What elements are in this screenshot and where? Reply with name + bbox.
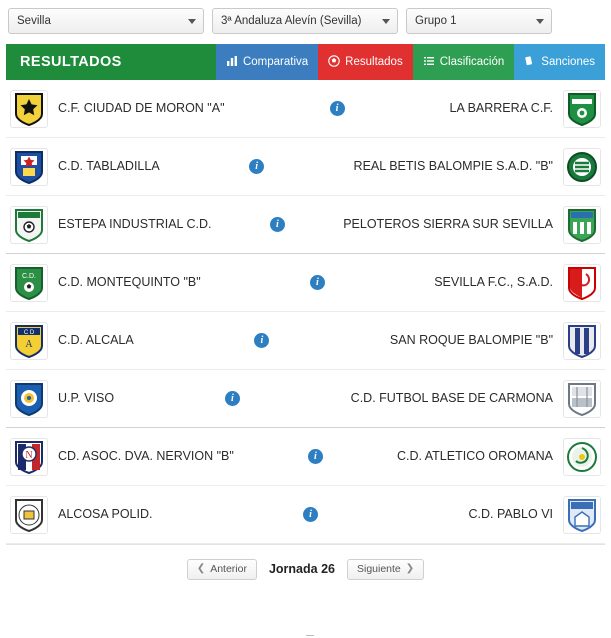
tab-bar — [6, 44, 605, 80]
chevron-down-icon — [536, 19, 544, 24]
svg-text:C D: C D — [23, 329, 35, 336]
match-info-button[interactable] — [219, 391, 245, 406]
home-team-name: ALCOSA POLID. — [58, 506, 153, 521]
svg-text:C.D.: C.D. — [22, 272, 36, 280]
page-title: RESULTADOS — [6, 44, 216, 80]
card-icon — [524, 55, 536, 70]
match-row[interactable] — [6, 254, 605, 312]
info-icon: i — [330, 101, 345, 116]
home-crest-icon — [10, 148, 48, 186]
tab-resultados-label: Resultados — [345, 56, 403, 68]
home-crest-icon — [10, 206, 48, 244]
away-crest-icon — [563, 148, 601, 186]
info-icon: i — [270, 217, 285, 232]
football-icon — [328, 55, 340, 70]
away-team-name: LA BARRERA C.F. — [449, 100, 554, 115]
match-row[interactable] — [6, 138, 605, 196]
away-crest-icon — [563, 90, 601, 128]
match-row[interactable] — [6, 80, 605, 138]
group-select[interactable] — [406, 8, 552, 34]
home-team-name: ESTEPA INDUSTRIAL C.D. — [58, 216, 212, 231]
away-crest-icon — [563, 264, 601, 302]
prev-matchday-button[interactable] — [187, 559, 257, 580]
tab-sanciones[interactable] — [514, 44, 605, 80]
bar-chart-icon — [226, 55, 238, 70]
svg-text:A: A — [25, 338, 33, 350]
home-team-name: C.D. ALCALA — [58, 332, 134, 347]
away-crest-icon — [563, 206, 601, 244]
info-icon: i — [225, 391, 240, 406]
group-select-value: Grupo 1 — [415, 15, 457, 27]
svg-text:N: N — [25, 449, 33, 461]
away-team-name: C.D. FUTBOL BASE DE CARMONA — [350, 390, 554, 405]
info-icon: i — [303, 507, 318, 522]
away-team-name: PELOTEROS SIERRA SUR SEVILLA — [343, 216, 553, 231]
tab-sanciones-label: Sanciones — [541, 56, 595, 68]
match-list — [6, 80, 605, 545]
category-select-value: 3ª Andaluza Alevín (Sevilla) — [221, 15, 362, 27]
chevron-left-icon: ❮ — [196, 563, 206, 575]
tab-resultados[interactable] — [318, 44, 413, 80]
away-crest-icon — [563, 438, 601, 476]
match-info-button[interactable] — [264, 217, 290, 232]
tab-comparativa-label: Comparativa — [242, 56, 309, 68]
match-info-button[interactable] — [302, 449, 328, 464]
home-team-name: C.D. MONTEQUINTO "B" — [58, 274, 201, 289]
tab-clasificacion-label: Clasificación — [439, 56, 505, 68]
page-footer-divider — [306, 635, 314, 636]
category-select[interactable] — [212, 8, 398, 34]
match-info-button[interactable] — [297, 507, 323, 522]
tab-comparativa[interactable] — [216, 44, 318, 80]
next-matchday-button[interactable] — [347, 559, 424, 580]
match-info-button[interactable] — [249, 333, 275, 348]
home-crest-icon — [10, 496, 48, 534]
info-icon: i — [310, 275, 325, 290]
away-team-name: SAN ROQUE BALOMPIE "B" — [389, 332, 554, 347]
province-select[interactable] — [8, 8, 204, 34]
next-matchday-label: Siguiente — [356, 563, 401, 575]
match-info-button[interactable] — [324, 101, 350, 116]
away-team-name: SEVILLA F.C., S.A.D. — [434, 274, 553, 289]
away-crest-icon — [563, 496, 601, 534]
home-team-name: U.P. VISO — [58, 390, 115, 405]
match-info-button[interactable] — [304, 275, 330, 290]
home-team-name: C.D. TABLADILLA — [58, 158, 160, 173]
info-icon: i — [254, 333, 269, 348]
prev-matchday-label: Anterior — [210, 563, 247, 575]
home-crest-icon — [10, 90, 48, 128]
province-select-value: Sevilla — [17, 15, 51, 27]
away-team-name: C.D. ATLETICO OROMANA — [396, 448, 554, 463]
away-team-name: C.D. PABLO VI — [468, 506, 553, 521]
chevron-down-icon — [382, 19, 390, 24]
home-crest-icon — [10, 322, 48, 360]
match-row[interactable] — [6, 486, 605, 544]
filter-bar — [0, 0, 611, 42]
away-crest-icon — [563, 322, 601, 360]
home-crest-icon — [10, 438, 48, 476]
current-matchday-label: Jornada 26 — [268, 562, 335, 577]
home-crest-icon — [10, 264, 48, 302]
away-crest-icon — [563, 380, 601, 418]
chevron-right-icon: ❯ — [405, 563, 415, 575]
pagination — [0, 545, 611, 590]
chevron-down-icon — [188, 19, 196, 24]
match-info-button[interactable] — [244, 159, 270, 174]
match-row[interactable] — [6, 370, 605, 428]
info-icon: i — [249, 159, 264, 174]
away-team-name: REAL BETIS BALOMPIE S.A.D. "B" — [353, 158, 553, 173]
home-crest-icon — [10, 380, 48, 418]
match-row[interactable] — [6, 196, 605, 254]
tab-clasificacion[interactable] — [413, 44, 515, 80]
match-row[interactable] — [6, 312, 605, 370]
list-icon — [423, 55, 435, 70]
match-row[interactable] — [6, 428, 605, 486]
home-team-name: CD. ASOC. DVA. NERVION "B" — [58, 448, 234, 463]
home-team-name: C.F. CIUDAD DE MORON "A" — [58, 100, 225, 115]
info-icon: i — [308, 449, 323, 464]
